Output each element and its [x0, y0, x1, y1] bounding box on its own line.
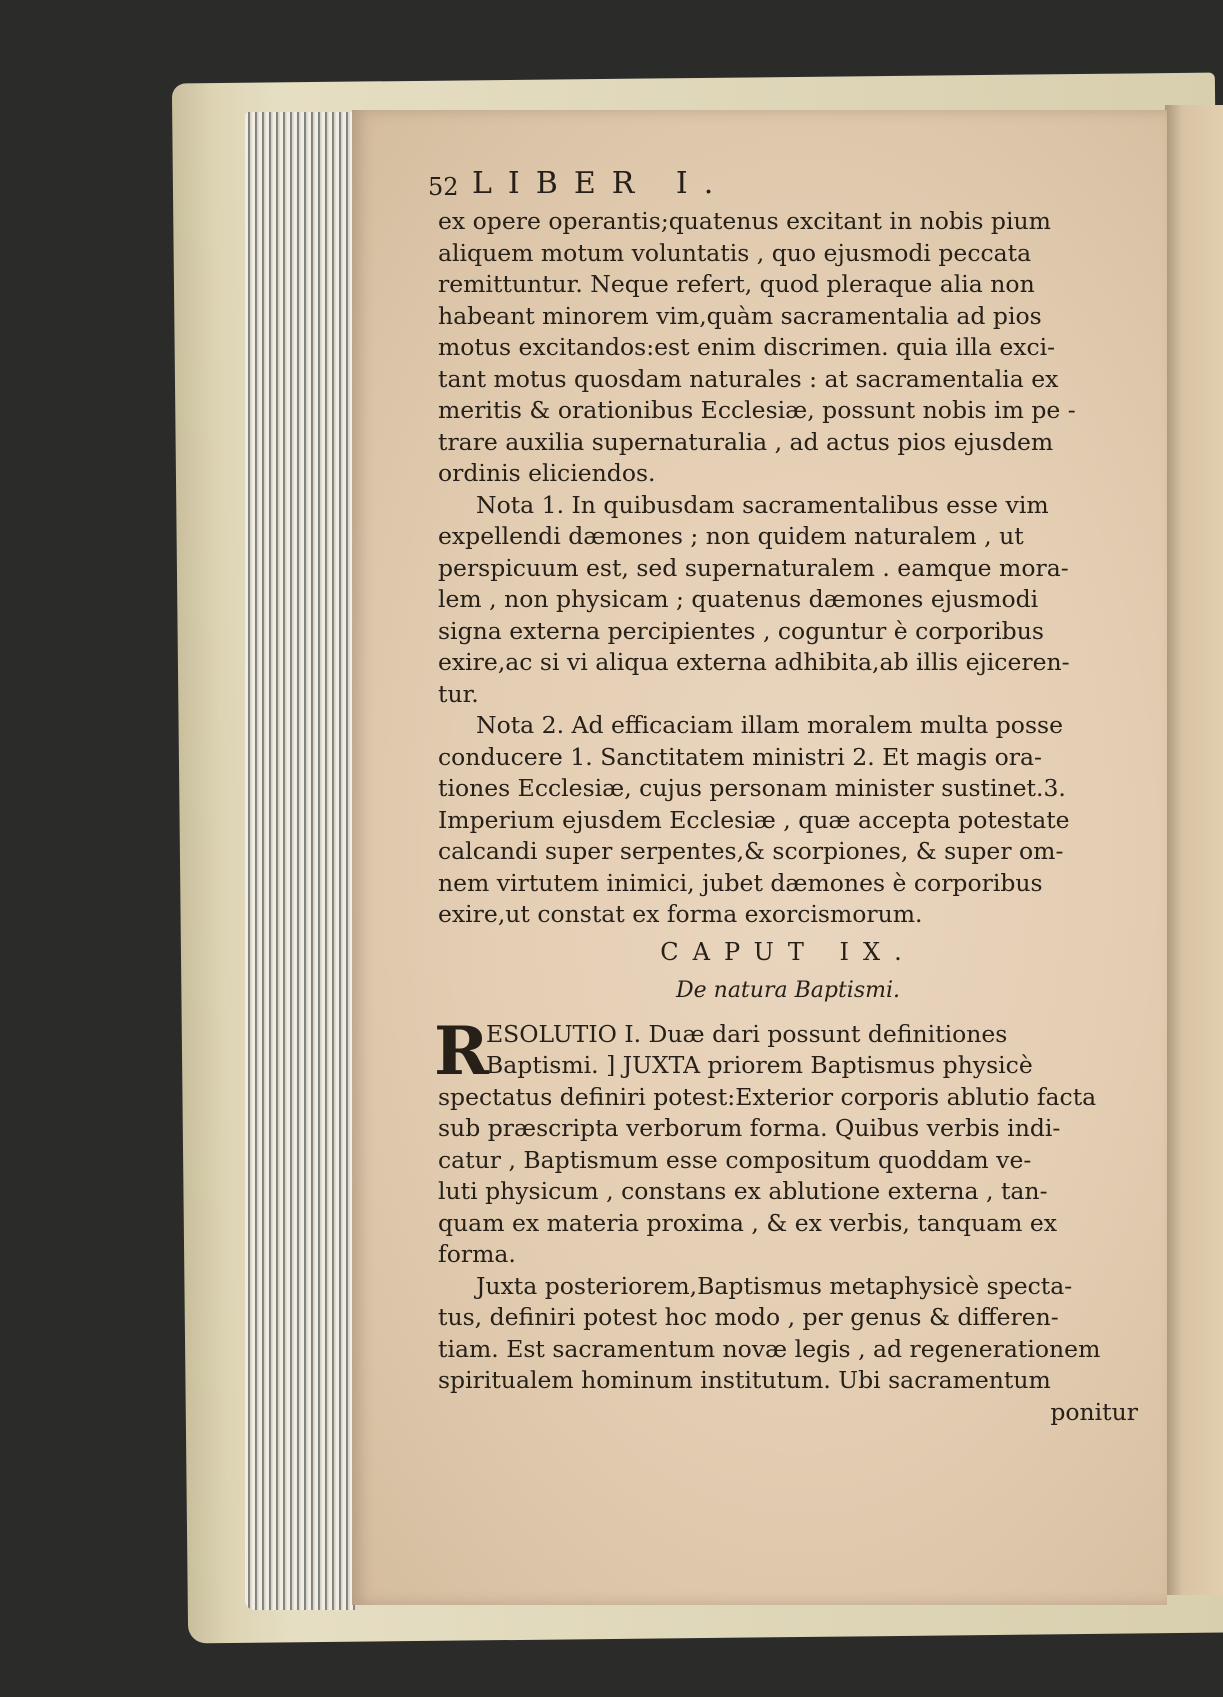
text-line: tant motus quosdam naturales : at sacramentalia ex — [438, 364, 1059, 393]
facing-page-edge — [1165, 105, 1223, 1595]
text-line: habeant minorem vim,quàm sacramentalia ad pios — [438, 301, 1042, 330]
text-line: aliquem motum voluntatis , quo ejusmodi peccata — [438, 238, 1032, 267]
text-line: signa externa percipientes , coguntur è corporibus — [438, 616, 1044, 645]
text-line: spiritualem hominum institutum. Ubi sacramentum — [438, 1366, 1051, 1394]
text-line: luti physicum , constans ex ablutione externa , tan- — [438, 1177, 1048, 1205]
text-line: tus, definiri potest hoc modo , per genus & differen- — [438, 1303, 1059, 1331]
text-line: remittuntur. Neque refert, quod pleraque alia non — [438, 270, 1035, 298]
text-line: catur , Baptismum esse compositum quoddam ve- — [438, 1145, 1032, 1174]
page-number: 52 — [428, 173, 459, 201]
text-line: tiam. Est sacramentum novæ legis , ad regenerationem — [438, 1334, 1101, 1363]
text-line: ordinis eliciendos. — [438, 459, 656, 487]
text-line: exire,ut constat ex forma exorcismorum. — [438, 900, 923, 928]
text-line: Nota 2. Ad efficaciam illam moralem multa posse — [476, 711, 1063, 739]
text-line: conducere 1. Sanctitatem ministri 2. Et magis ora- — [438, 742, 1042, 771]
text-line: tur. — [438, 679, 479, 708]
page-edges — [245, 112, 357, 1610]
text-line: expellendi dæmones ; non quidem naturalem , ut — [438, 522, 1024, 550]
text-line: ESOLUTIO I. Duæ dari possunt definitiones — [486, 1019, 1008, 1048]
text-line: quam ex materia proxima , & ex verbis, tanquam ex — [438, 1208, 1058, 1237]
drop-cap: R — [434, 1011, 489, 1090]
chapter-subtitle: De natura Baptismi. — [676, 977, 900, 1003]
text-line: trare auxilia supernaturalia , ad actus pios ejusdem — [438, 427, 1054, 456]
text-line: sub præscripta verborum forma. Quibus verbis indi- — [438, 1114, 1061, 1142]
resolution-paragraph — [434, 1011, 1138, 1271]
text-line: Nota 1. In quibusdam sacramentalibus esse vim — [476, 490, 1049, 519]
running-head: LIBER I. — [472, 166, 730, 201]
paragraph-nota-1 — [438, 490, 1138, 711]
chapter-title: CAPUT IX. — [660, 937, 916, 966]
text-line: Imperium ejusdem Ecclesiæ , quæ accepta potestate — [438, 805, 1070, 834]
page-header — [428, 166, 1138, 206]
text-line: ex opere operantis;quatenus excitant in nobis pium — [438, 207, 1051, 235]
text-line: Juxta posteriorem,Baptismus metaphysicè specta- — [476, 1271, 1073, 1300]
page-text — [428, 166, 1138, 1428]
text-line: meritis & orationibus Ecclesiæ, possunt nobis im pe - — [438, 396, 1076, 424]
paragraph-e — [438, 1271, 1138, 1397]
paragraph-nota-2 — [438, 710, 1138, 931]
text-line: spectatus definiri potest:Exterior corporis ablutio facta — [438, 1082, 1097, 1111]
text-line: lem , non physicam ; quatenus dæmones ejusmodi — [438, 585, 1039, 613]
text-line: motus excitandos:est enim discrimen. quia illa exci- — [438, 333, 1056, 361]
catchword: ponitur — [1050, 1397, 1138, 1426]
paragraph-a — [438, 206, 1138, 490]
text-line: nem virtutem inimici, jubet dæmones è corporibus — [438, 868, 1043, 897]
text-line: exire,ac si vi aliqua externa adhibita,ab illis ejiceren- — [438, 648, 1070, 676]
text-line: perspicuum est, sed supernaturalem . eamque mora- — [438, 553, 1069, 582]
text-line: tiones Ecclesiæ, cujus personam minister sustinet.3. — [438, 774, 1066, 802]
text-line: Baptismi. ] JUXTA priorem Baptismus physicè — [486, 1051, 1033, 1079]
text-line: calcandi super serpentes,& scorpiones, & super om- — [438, 837, 1064, 865]
text-line: forma. — [438, 1240, 516, 1268]
